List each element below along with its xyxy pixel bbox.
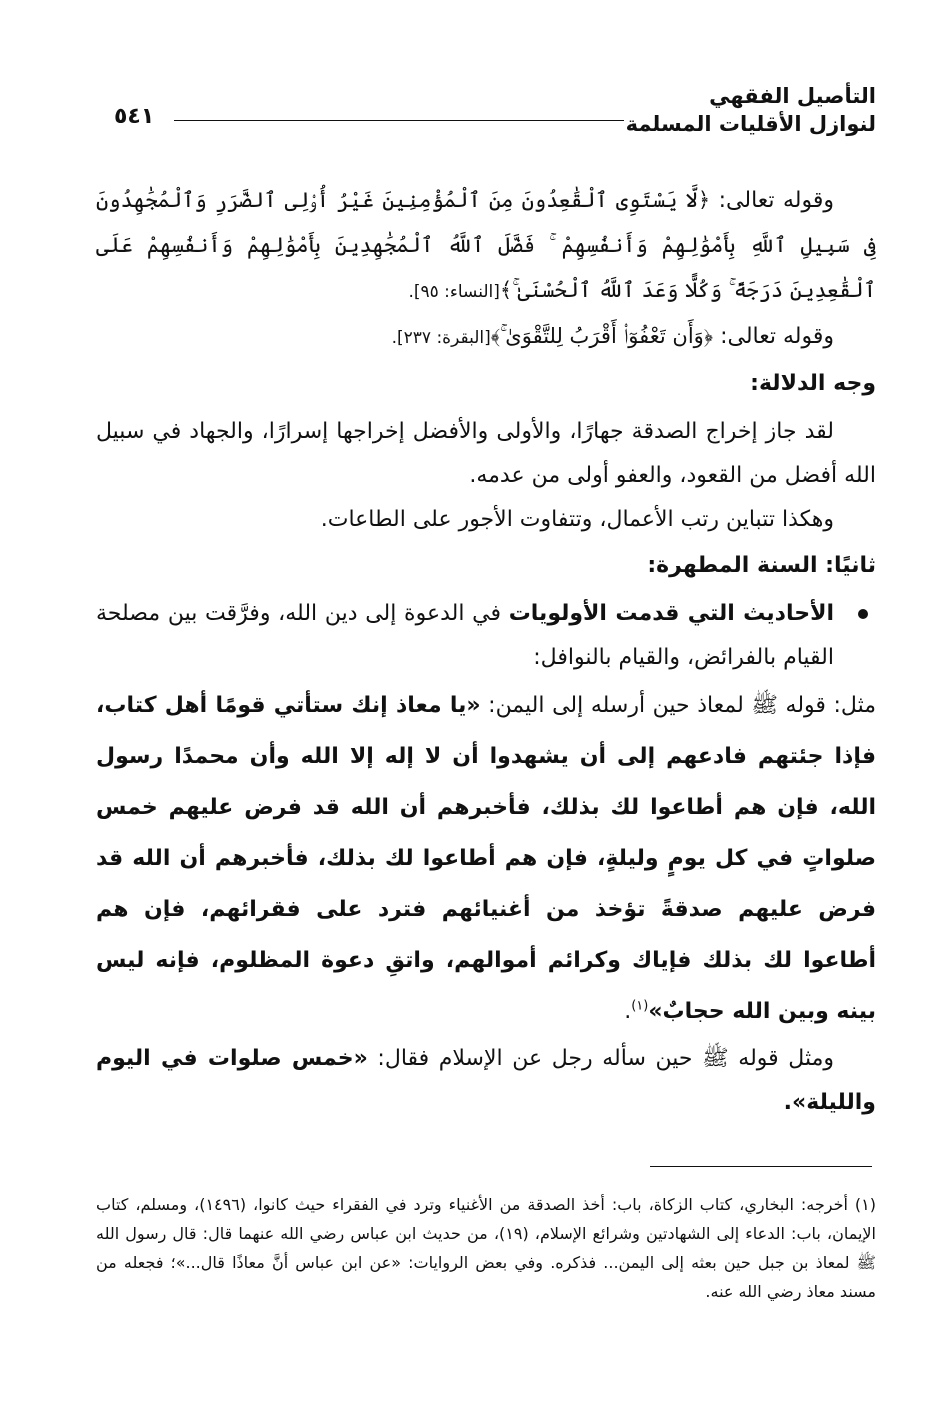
verse-reference: [البقرة: ٢٣٧]. <box>391 328 491 348</box>
book-title-line-2: لنوازل الأقليات المسلمة <box>625 112 876 136</box>
section-heading-dalala: وجه الدلالة: <box>750 371 876 396</box>
header-rule <box>174 120 624 121</box>
quran-verse: ﴿لَّا يَسْتَوِى ٱلْقَٰعِدُونَ مِنَ ٱلْمُؤْمِنِينَ غَيْرُ أُو۟لِى ٱلضَّرَرِ وَٱلْمُجَٰهِدُونَ فِى سَبِيلِ ٱللَّهِ بِأَمْوَٰلِهِمْ وَأَنفُسِهِمْ ۚ فَضَّلَ ٱللَّهُ ٱلْمُجَٰهِدِينَ بِأَمْوَٰلِهِمْ وَأَنفُسِهِمْ عَلَى ٱلْقَٰعِدِينَ دَرَجَةً ۚ وَكُلًّا وَعَدَ ٱللَّهُ ٱلْحُسْنَىٰ ۚ﴾ <box>96 188 876 302</box>
quran-verse: ﴿وَأَن تَعْفُوٓا۟ أَقْرَبُ لِلتَّقْوَىٰ ۚ﴾ <box>490 324 714 348</box>
hadith-end: . <box>624 999 632 1024</box>
verse-intro: وقوله تعالى: <box>713 324 834 349</box>
bullet-bold-text: الأحاديث التي قدمت الأولويات <box>508 601 835 626</box>
hadith-text: «يا معاذ إنك ستأتي قومًا أهل كتاب، فإذا جئتهم فادعهم إلى أن يشهدوا أن لا إله إلا الله وأن محمدًا رسول الله، فإن هم أطاعوا لك بذلك، فأخبرهم أن الله قد فرض عليهم خمس صلواتٍ في كل يومٍ وليلةٍ، فإن هم أطاعوا لك بذلك، فأخبرهم أن الله قد فرض عليهم صدقةً تؤخذ من أغنيائهم فترد على فقرائهم، فإن هم أطاعوا لك بذلك فإياك وكرائم أموالهم، واتقِ دعوة المظلوم، فإنه ليس بينه وبين الله حجابٌ» <box>96 693 876 1024</box>
footnote-rule <box>650 1166 872 1167</box>
hadith-paragraph <box>96 680 876 1037</box>
verse-reference: [النساء: ٩٥]. <box>408 282 500 302</box>
footnotes <box>96 1190 876 1306</box>
footnote-1: (١) أخرجه: البخاري، كتاب الزكاة، باب: أخذ الصدقة من الأغنياء وترد في الفقراء حيث كانوا، (١٤٩٦)، ومسلم، كتاب الإيمان، باب: الدعاء إلى الشهادتين وشرائع الإسلام، (١٩)، من حديث ابن عباس رضي الله عنهما قال: قال رسول الله ﷺ لمعاذ بن جبل حين بعثه إلى اليمن... فذكره. وفي بعض الروايات: «عن ابن عباس أنَّ معاذًا قال...»؛ فجعله من مسند معاذ رضي الله عنه. <box>96 1195 876 1301</box>
paragraph-dalala: لقد جاز إخراج الصدقة جهارًا، والأولى والأفضل إخراجها إسرارًا، والجهاد في سبيل الله أفضل من القعود، والعفو أولى من عدمه. <box>96 419 876 488</box>
last-intro: ومثل قوله ﷺ حين سأله رجل عن الإسلام فقال: <box>367 1046 834 1071</box>
bullet-item <box>96 592 876 680</box>
main-text <box>96 178 876 1125</box>
verse-paragraph-2 <box>96 314 876 360</box>
verse-intro: وقوله تعالى: <box>710 188 834 213</box>
paragraph-ranks: وهكذا تتباين رتب الأعمال، وتتفاوت الأجور على الطاعات. <box>320 507 834 532</box>
page-header <box>104 82 876 148</box>
section-heading-sunna: ثانيًا: السنة المطهرة: <box>647 553 876 578</box>
footnote-marker[interactable]: (١) <box>631 998 649 1014</box>
last-hadith: «خمس صلوات في اليوم والليلة». <box>96 1046 876 1115</box>
bullet-text: في الدعوة إلى دين الله، وفرَّقت بين مصلحة القيام بالفرائض، والقيام بالنوافل: <box>96 601 834 670</box>
bullet-dot-icon <box>858 609 868 619</box>
last-paragraph <box>96 1037 876 1125</box>
book-title <box>626 82 876 138</box>
page-number: ٥٤١ <box>114 104 155 129</box>
book-title-line-1: التأصيل الفقهي <box>709 84 876 108</box>
hadith-intro: مثل: قوله ﷺ لمعاذ حين أرسله إلى اليمن: <box>480 693 876 718</box>
verse-paragraph-1 <box>96 178 876 314</box>
